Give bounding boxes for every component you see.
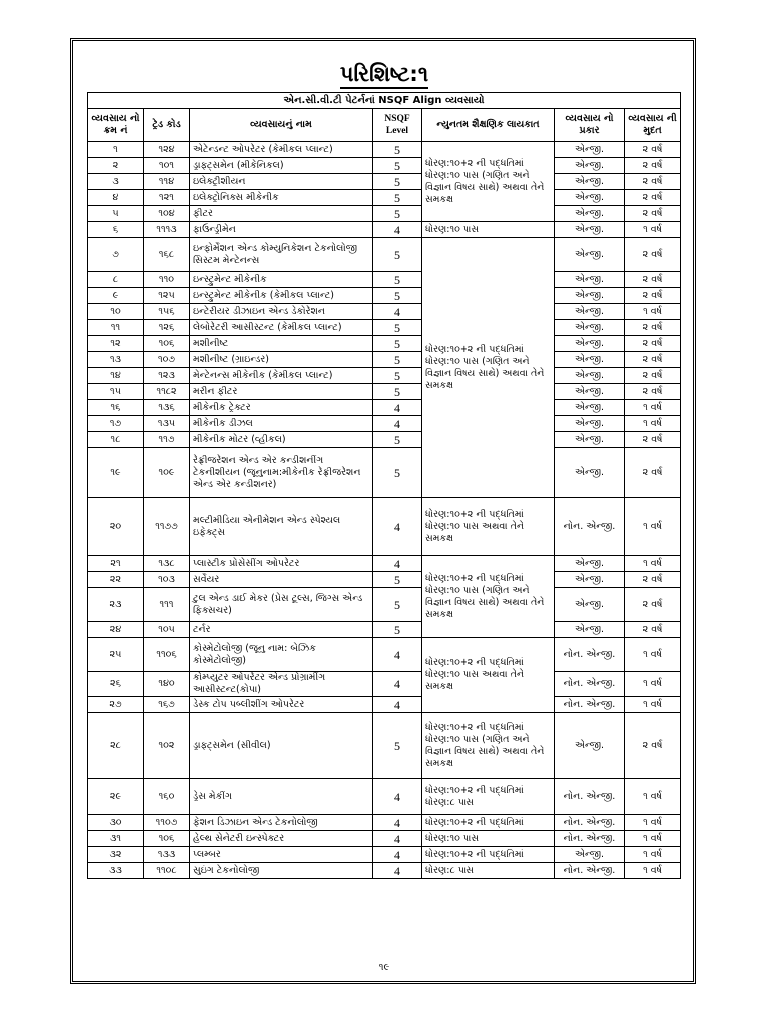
serial-cell: ૨૭ [88,697,144,713]
trade-type-cell: એન્જી. [555,448,625,498]
serial-cell: ૧૬ [88,400,144,416]
trade-code-cell: ૧૦૨ [144,713,190,779]
serial-cell: ૪ [88,190,144,206]
trade-type-cell: નોન. એન્જી. [555,779,625,815]
trade-name-cell: ઇન્સ્ટ્રુમેન્ટ મીકેનીક (કેમીકલ પ્લાન્ટ) [190,288,373,304]
trades-table [87,92,681,879]
trade-type-cell: નોન. એન્જી. [555,498,625,556]
duration-cell: ૧ વર્ષ [625,400,681,416]
duration-cell: ૨ વર્ષ [625,158,681,174]
trade-type-cell: નોન. એન્જી. [555,672,625,697]
trade-name-cell: મશીનીષ્ટ [190,336,373,352]
trade-type-cell: એન્જી. [555,432,625,448]
duration-cell: ૨ વર્ષ [625,572,681,588]
serial-cell: ૩૦ [88,815,144,831]
qualification-cell: ધોરણ:૧૦+૨ ની પદ્ધતિમાં ધોરણ:૮ પાસ [422,779,555,815]
table-row [88,432,681,448]
trade-type-cell: એન્જી. [555,142,625,158]
table-row [88,831,681,847]
trade-code-cell: ૧૦૯ [144,448,190,498]
duration-cell: ૨ વર્ષ [625,142,681,158]
serial-cell: ૧૩ [88,352,144,368]
duration-cell: ૧ વર્ષ [625,863,681,879]
serial-cell: ૬ [88,222,144,238]
qualification-cell: ધોરણ:૧૦+૨ ની પદ્ધતિમાં ધોરણ:૧૦ પાસ (ગણિત અને વિજ્ઞાન વિષય સાથે) અથવા તેને સમકક્ષ [422,713,555,779]
nsqf-level-cell: 4 [373,304,422,320]
trade-type-cell: એન્જી. [555,588,625,622]
trade-code-cell: ૧૦૬ [144,336,190,352]
trade-code-cell: ૧૫૬ [144,304,190,320]
trade-type-cell: એન્જી. [555,206,625,222]
trade-type-cell: નોન. એન્જી. [555,863,625,879]
trade-name-cell: ડ્રેસ મેકીંગ [190,779,373,815]
duration-cell: ૨ વર્ષ [625,272,681,288]
trade-code-cell: ૧૦૧ [144,158,190,174]
serial-cell: ૧૦ [88,304,144,320]
serial-cell: ૩ [88,174,144,190]
nsqf-level-cell: 5 [373,206,422,222]
nsqf-level-cell: 5 [373,448,422,498]
serial-cell: ૧૮ [88,432,144,448]
nsqf-level-cell: 4 [373,815,422,831]
trade-type-cell: એન્જી. [555,556,625,572]
table-row [88,713,681,779]
table-row [88,320,681,336]
trade-name-cell: એટેન્ડન્ટ ઓપરેટર (કેમીકલ પ્લાન્ટ) [190,142,373,158]
nsqf-level-cell: 4 [373,498,422,556]
serial-cell: ૨૦ [88,498,144,556]
serial-cell: ૯ [88,288,144,304]
trade-code-cell: ૧૧૧૩ [144,222,190,238]
nsqf-level-cell: 4 [373,400,422,416]
table-row [88,416,681,432]
trade-type-cell: નોન. એન્જી. [555,697,625,713]
col-header-qualification: ન્યુનતમ શૈક્ષણિક લાયકાત [422,109,555,142]
nsqf-level-cell: 5 [373,622,422,638]
serial-cell: ૨૩ [88,588,144,622]
nsqf-level-cell: 5 [373,272,422,288]
duration-cell: ૨ વર્ષ [625,320,681,336]
serial-cell: ૨૫ [88,638,144,672]
trade-type-cell: એન્જી. [555,384,625,400]
trade-code-cell: ૧૦૫ [144,622,190,638]
serial-cell: ૨ [88,158,144,174]
nsqf-level-cell: 5 [373,588,422,622]
trade-type-cell: એન્જી. [555,400,625,416]
trade-name-cell: ટુલ એન્ડ ડાઈ મેકર (પ્રેસ ટૂલ્સ, જિગ્સ એન્ડ ફિક્સચર) [190,588,373,622]
trade-type-cell: એન્જી. [555,174,625,190]
trade-name-cell: સર્વેયર [190,572,373,588]
duration-cell: ૨ વર્ષ [625,622,681,638]
table-row [88,304,681,320]
table-row [88,272,681,288]
duration-cell: ૨ વર્ષ [625,206,681,222]
serial-cell: ૨૬ [88,672,144,697]
table-row [88,779,681,815]
nsqf-level-cell: 4 [373,863,422,879]
nsqf-level-cell: 4 [373,779,422,815]
table-row [88,847,681,863]
nsqf-level-cell: 5 [373,384,422,400]
trade-code-cell: ૧૨૫ [144,288,190,304]
nsqf-level-cell: 4 [373,831,422,847]
col-header-name: વ્યવસાયનું નામ [190,109,373,142]
duration-cell: ૧ વર્ષ [625,556,681,572]
duration-cell: ૨ વર્ષ [625,238,681,272]
table-row [88,384,681,400]
trade-type-cell: એન્જી. [555,622,625,638]
serial-cell: ૧૪ [88,368,144,384]
trade-name-cell: ફેશન ડિઝાઇન એન્ડ ટેકનોલોજી [190,815,373,831]
table-row [88,190,681,206]
page-title: પરિશિષ્ટ:૧ [0,62,768,87]
qualification-cell: ધોરણ:૧૦+૨ ની પદ્ધતિમાં ધોરણ:૧૦ પાસ (ગણિત અને વિજ્ઞાન વિષય સાથે) અથવા તેને સમકક્ષ [422,238,555,498]
table-caption: એન.સી.વી.ટી પેટર્નનાં NSQF Align વ્યવસાયો [88,93,681,109]
duration-cell: ૨ વર્ષ [625,368,681,384]
table-row [88,672,681,697]
nsqf-level-cell: 5 [373,432,422,448]
trade-code-cell: ૧૧૭ [144,432,190,448]
qualification-cell: ધોરણ:૧૦ પાસ [422,222,555,238]
table-row [88,352,681,368]
trade-code-cell: ૧૬૮ [144,238,190,272]
trade-type-cell: નોન. એન્જી. [555,638,625,672]
trade-name-cell: મરીન ફીટર [190,384,373,400]
table-row [88,556,681,572]
table-row [88,572,681,588]
serial-cell: ૧૯ [88,448,144,498]
trade-name-cell: મીકેનીક મોટર (વ્હીકલ) [190,432,373,448]
duration-cell: ૨ વર્ષ [625,174,681,190]
duration-cell: ૧ વર્ષ [625,222,681,238]
nsqf-level-cell: 5 [373,190,422,206]
nsqf-level-cell: 4 [373,638,422,672]
duration-cell: ૨ વર્ષ [625,588,681,622]
serial-cell: ૨૮ [88,713,144,779]
trade-code-cell: ૧૧૮૨ [144,384,190,400]
table-body [88,142,681,879]
duration-cell: ૧ વર્ષ [625,638,681,672]
trade-name-cell: રેફ્રીજરેશન એન્ડ એર કન્ડીશનીંગ ટેકનીશીયન (જૂનુનામ:મીકેનીક રેફ્રીજરેશન એન્ડ એર કન્ડીશનર) [190,448,373,498]
duration-cell: ૧ વર્ષ [625,416,681,432]
trade-name-cell: ઇન્સ્ટ્રુમેન્ટ મીકેનીક [190,272,373,288]
trade-name-cell: મેન્ટેનન્સ મીકેનીક (કેમીકલ પ્લાન્ટ) [190,368,373,384]
qualification-cell: ધોરણ:૧૦ પાસ [422,831,555,847]
trade-code-cell: ૧૧૦૮ [144,863,190,879]
qualification-cell: ધોરણ:૧૦+૨ ની પદ્ધતિમાં [422,815,555,831]
table-row [88,142,681,158]
trade-type-cell: એન્જી. [555,222,625,238]
trade-type-cell: એન્જી. [555,238,625,272]
trade-name-cell: ડ્રાફ્ટ્સમેન (મીકેનિકલ) [190,158,373,174]
trade-type-cell: એન્જી. [555,336,625,352]
serial-cell: ૧૫ [88,384,144,400]
trade-code-cell: ૧૪૦ [144,672,190,697]
table-row [88,638,681,672]
nsqf-level-cell: 5 [373,238,422,272]
table-row [88,174,681,190]
trade-code-cell: ૧૩૮ [144,556,190,572]
nsqf-level-cell: 5 [373,320,422,336]
trade-code-cell: ૧૧૦૬ [144,638,190,672]
trade-code-cell: ૧૩૩ [144,847,190,863]
trade-type-cell: એન્જી. [555,416,625,432]
trade-code-cell: ૧૦૩ [144,572,190,588]
table-row [88,622,681,638]
nsqf-level-cell: 5 [373,368,422,384]
table-row [88,368,681,384]
trade-name-cell: લેબોરેટરી આસીસ્ટન્ટ (કેમીકલ પ્લાન્ટ) [190,320,373,336]
nsqf-level-cell: 4 [373,672,422,697]
nsqf-level-cell: 4 [373,222,422,238]
serial-cell: ૧૭ [88,416,144,432]
col-header-serial: વ્યવસાય નો ક્રમ નં [88,109,144,142]
duration-cell: ૨ વર્ષ [625,336,681,352]
trade-name-cell: કોસ્મેટોલોજી (જૂનુ નામ: બેઝિક કોસ્મેટોલોજી) [190,638,373,672]
trade-name-cell: ઇન્ટેરીયર ડીઝાઇન એન્ડ ડેકોરેશન [190,304,373,320]
trade-type-cell: એન્જી. [555,158,625,174]
nsqf-level-cell: 4 [373,556,422,572]
table-row [88,815,681,831]
table-row [88,288,681,304]
trade-type-cell: એન્જી. [555,368,625,384]
trade-code-cell: ૧૧૪ [144,174,190,190]
table-row [88,222,681,238]
trade-code-cell: ૧૧૧ [144,588,190,622]
nsqf-level-cell: 5 [373,158,422,174]
nsqf-level-cell: 4 [373,847,422,863]
trade-type-cell: એન્જી. [555,304,625,320]
trade-name-cell: ડેસ્ક ટોપ પબ્લીશીંગ ઓપરેટર [190,697,373,713]
trade-code-cell: ૧૩૬ [144,400,190,416]
qualification-cell: ધોરણ:૧૦+૨ ની પદ્ધતિમાં [422,847,555,863]
duration-cell: ૨ વર્ષ [625,713,681,779]
duration-cell: ૧ વર્ષ [625,304,681,320]
table-row [88,206,681,222]
serial-cell: ૧ [88,142,144,158]
trade-name-cell: ઇલેક્ટ્રીશીયન [190,174,373,190]
duration-cell: ૨ વર્ષ [625,288,681,304]
nsqf-level-cell: 5 [373,336,422,352]
trade-code-cell: ૧૨૪ [144,142,190,158]
trade-type-cell: એન્જી. [555,847,625,863]
duration-cell: ૨ વર્ષ [625,448,681,498]
trade-type-cell: એન્જી. [555,272,625,288]
page-number: ૧૯ [378,962,390,973]
table-row [88,588,681,622]
trade-type-cell: એન્જી. [555,572,625,588]
trade-name-cell: ઇલેક્ટ્રોનિક્સ મીકેનીક [190,190,373,206]
col-header-duration: વ્યવસાય ની મુદત [625,109,681,142]
duration-cell: ૨ વર્ષ [625,190,681,206]
table-row [88,498,681,556]
trade-name-cell: ફીટર [190,206,373,222]
trade-code-cell: ૧૦૬ [144,831,190,847]
trade-type-cell: એન્જી. [555,713,625,779]
trade-type-cell: નોન. એન્જી. [555,831,625,847]
trade-name-cell: મલ્ટીમીડિયા એનીમેશન એન્ડ સ્પેશ્યલ ઇફેક્ટ્સ [190,498,373,556]
trade-code-cell: ૧૧૦ [144,272,190,288]
duration-cell: ૧ વર્ષ [625,847,681,863]
trade-type-cell: એન્જી. [555,190,625,206]
trade-name-cell: ટર્નર [190,622,373,638]
serial-cell: ૩૨ [88,847,144,863]
trade-code-cell: ૧૩૫ [144,416,190,432]
duration-cell: ૧ વર્ષ [625,498,681,556]
trade-code-cell: ૧૦૭ [144,352,190,368]
trade-code-cell: ૧૬૭ [144,697,190,713]
trade-code-cell: ૧૨૩ [144,368,190,384]
qualification-cell: ધોરણ:૧૦+૨ ની પદ્ધતિમાં ધોરણ:૧૦ પાસ અથવા તેને સમકક્ષ [422,638,555,713]
duration-cell: ૨ વર્ષ [625,352,681,368]
duration-cell: ૧ વર્ષ [625,672,681,697]
qualification-cell: ધોરણ:૮ પાસ [422,863,555,879]
col-header-level: NSQF Level [373,109,422,142]
trade-name-cell: ડ્રાફ્ટ્સમેન (સીવીલ) [190,713,373,779]
serial-cell: ૧૧ [88,320,144,336]
duration-cell: ૧ વર્ષ [625,697,681,713]
nsqf-level-cell: 5 [373,572,422,588]
trade-code-cell: ૧૦૪ [144,206,190,222]
trade-name-cell: કોમ્પ્યુટર ઓપરેટર એન્ડ પ્રોગ્રામીંગ આસીસ્ટન્ટ(કોપા) [190,672,373,697]
trade-name-cell: હેલ્થ સેનેટરી ઇન્સ્પેક્ટર [190,831,373,847]
serial-cell: ૨૧ [88,556,144,572]
serial-cell: ૨૨ [88,572,144,588]
nsqf-level-cell: 5 [373,288,422,304]
trade-name-cell: સુઇંગ ટેકનોલોજી [190,863,373,879]
trade-name-cell: મીકેનીક ટ્રેક્ટર [190,400,373,416]
serial-cell: ૭ [88,238,144,272]
table-row [88,158,681,174]
col-header-code: ટ્રેડ કોડ [144,109,190,142]
serial-cell: ૨૯ [88,779,144,815]
serial-cell: ૧૨ [88,336,144,352]
serial-cell: ૫ [88,206,144,222]
trade-name-cell: પ્લમ્બર [190,847,373,863]
trade-name-cell: મીકેનીક ડીઝલ [190,416,373,432]
duration-cell: ૧ વર્ષ [625,779,681,815]
trade-code-cell: ૧૬૦ [144,779,190,815]
trade-code-cell: ૧૨૧ [144,190,190,206]
trade-code-cell: ૧૧૦૭ [144,815,190,831]
col-header-type: વ્યવસાય નો પ્રકાર [555,109,625,142]
trade-name-cell: ઇન્ફોર્મેશન એન્ડ કોમ્યુનિકેશન ટેકનોલોજી સિસ્ટમ મેન્ટેનન્સ [190,238,373,272]
trade-type-cell: એન્જી. [555,352,625,368]
trade-code-cell: ૧૧૭૭ [144,498,190,556]
nsqf-level-cell: 4 [373,697,422,713]
serial-cell: ૩૧ [88,831,144,847]
table-row [88,863,681,879]
table-row [88,697,681,713]
duration-cell: ૨ વર્ષ [625,432,681,448]
nsqf-level-cell: 5 [373,713,422,779]
trade-type-cell: એન્જી. [555,288,625,304]
serial-cell: ૮ [88,272,144,288]
nsqf-level-cell: 5 [373,174,422,190]
table-row [88,400,681,416]
qualification-cell: ધોરણ:૧૦+૨ ની પદ્ધતિમાં ધોરણ:૧૦ પાસ (ગણિત અને વિજ્ઞાન વિષય સાથે) અથવા તેને સમકક્ષ [422,142,555,222]
nsqf-level-cell: 4 [373,416,422,432]
trade-code-cell: ૧૨૬ [144,320,190,336]
duration-cell: ૨ વર્ષ [625,384,681,400]
qualification-cell: ધોરણ:૧૦+૨ ની પદ્ધતિમાં ધોરણ:૧૦ પાસ અથવા તેને સમકક્ષ [422,498,555,556]
serial-cell: ૩૩ [88,863,144,879]
trade-name-cell: પ્લાસ્ટીક પ્રોસેસીંગ ઓપરેટર [190,556,373,572]
serial-cell: ૨૪ [88,622,144,638]
trade-name-cell: મશીનીષ્ટ (ગ્રાઇન્ડર) [190,352,373,368]
trade-type-cell: એન્જી. [555,320,625,336]
table-row [88,448,681,498]
trade-name-cell: ફાઉન્ડ્રીમેન [190,222,373,238]
table-row [88,238,681,272]
trade-type-cell: નોન. એન્જી. [555,815,625,831]
duration-cell: ૧ વર્ષ [625,831,681,847]
nsqf-level-cell: 5 [373,352,422,368]
duration-cell: ૧ વર્ષ [625,815,681,831]
table-row [88,336,681,352]
qualification-cell: ધોરણ:૧૦+૨ ની પદ્ધતિમાં ધોરણ:૧૦ પાસ (ગણિત અને વિજ્ઞાન વિષય સાથે) અથવા તેને સમકક્ષ [422,556,555,638]
nsqf-level-cell: 5 [373,142,422,158]
